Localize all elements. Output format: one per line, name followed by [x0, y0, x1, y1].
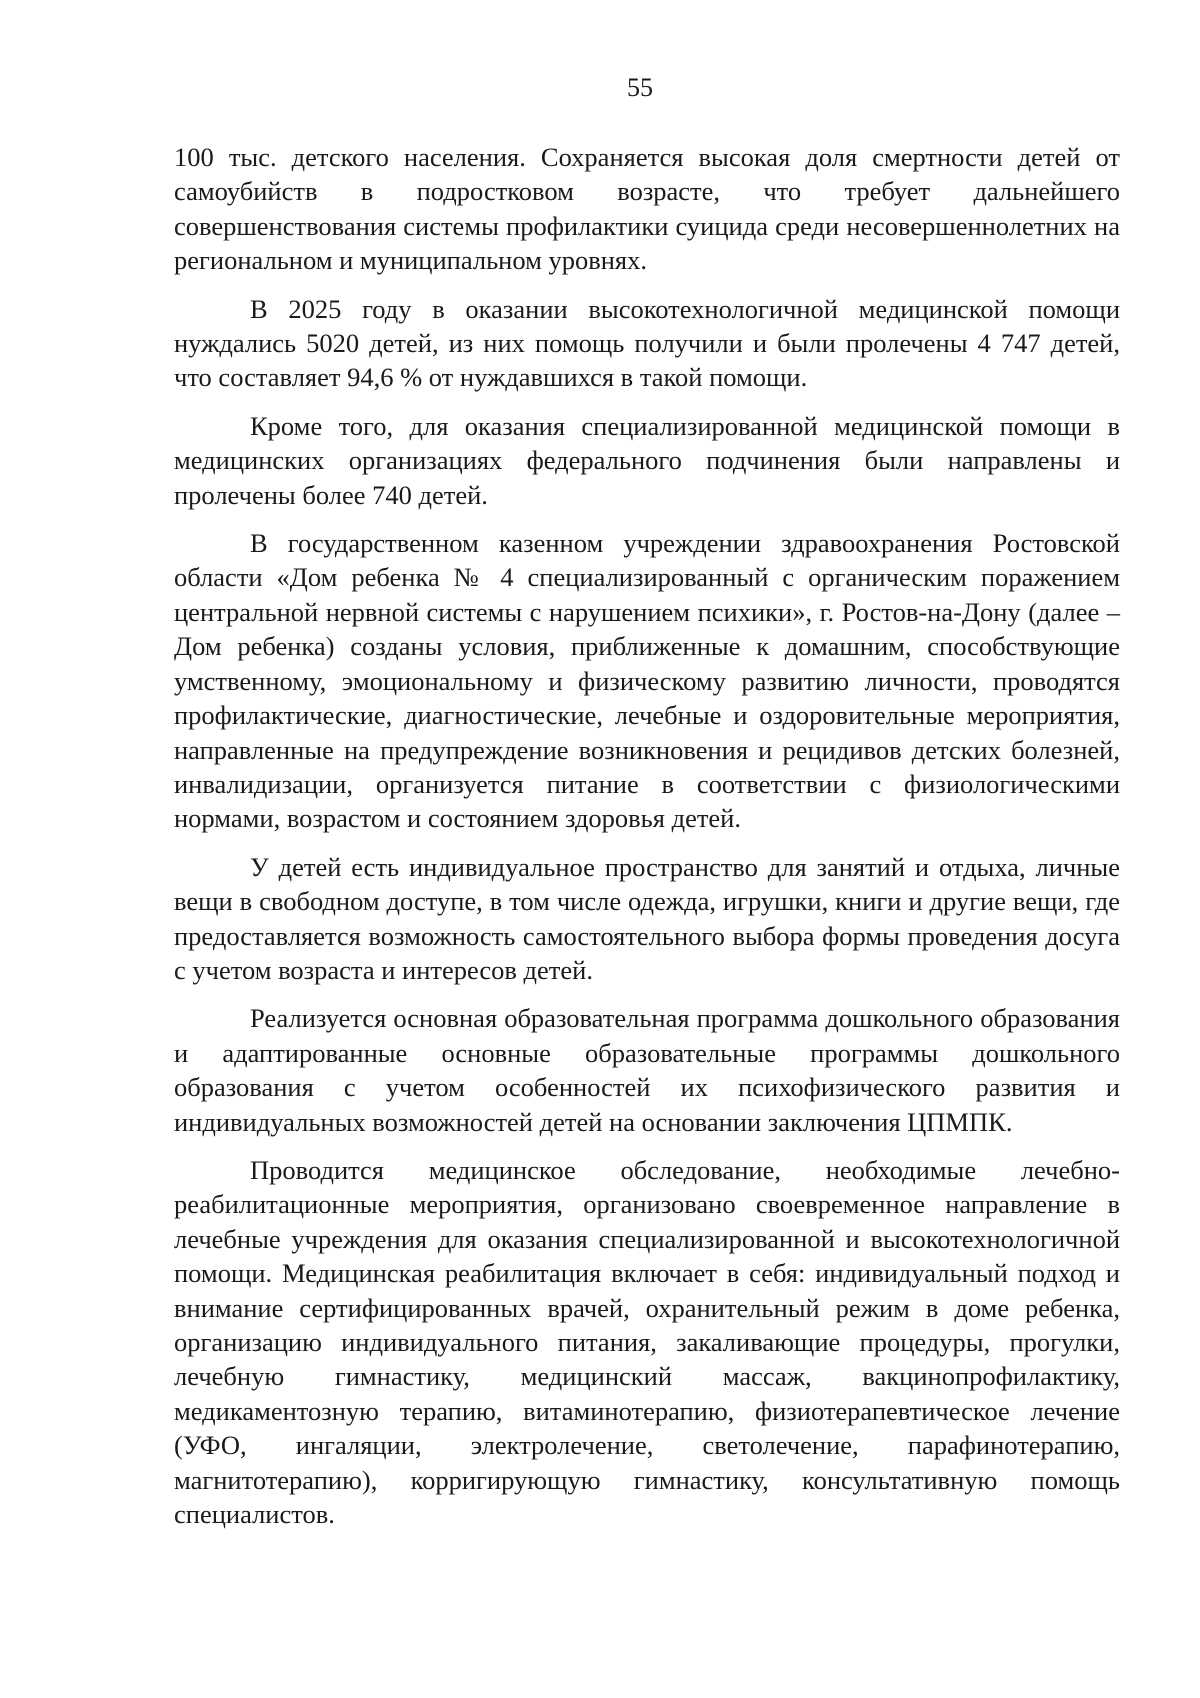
- page-number: 55: [627, 73, 653, 102]
- paragraph-personal-space: У детей есть индивидуальное пространство для занятий и отдыха, личные вещи в свободном доступе, в том числе одежда, игрушки, книги и другие вещи, где предоставляется возможность самостоятельного выбора формы проведения досуга с учетом возраста и интересов детей.: [174, 851, 1120, 985]
- paragraph-education-program: Реализуется основная образовательная программа дошкольного образования и адаптированные основные образовательные программы дошкольного образования с учетом особенностей их психофизического развития и индивидуальных возможностей детей на основании заключения ЦПМПК.: [174, 1003, 1120, 1137]
- paragraph-medical-rehabilitation: Проводится медицинское обследование, необходимые лечебно-реабилитационные мероприятия, организовано своевременное направление в лечебные учреждения для оказания специализированной и высокотехнологичной помощи. Медицинская реабилитация включает в себя: индивидуальный подход и внимание сертифицированных врачей, охранительный режим в доме ребенка, организацию индивидуального питания, закаливающие процедуры, прогулки, лечебную гимнастику, медицинский массаж, вакцинопрофилактику, медикаментозную терапию, витаминотерапию, физиотерапевтическое лечение (УФО, ингаляции, электролечение, светолечение, парафинотерапию, магнитотерапию), корригирующую гимнастику, консультативную помощь специалистов.: [174, 1154, 1120, 1530]
- document-body: [174, 140, 1120, 1545]
- paragraph-childrens-home: В государственном казенном учреждении здравоохранения Ростовской области «Дом ребенка № 4 специализированный с органическим поражением центральной нервной системы с нарушением психики», г. Ростов-на-Дону (далее – Дом ребенка) созданы условия, приближенные к домашним, способствующие умственному, эмоциональному и физическому развитию личности, проводятся профилактические, диагностические, лечебные и оздоровительные мероприятия, направленные на предупреждение возникновения и рецидивов детских болезней, инвалидизации, организуется питание в соответствии с физиологическими нормами, возрастом и состоянием здоровья детей.: [174, 528, 1120, 834]
- paragraph-federal-care: Кроме того, для оказания специализированной медицинской помощи в медицинских организациях федерального подчинения были направлены и пролечены более 740 детей.: [174, 410, 1120, 510]
- paragraph-high-tech-care: В 2025 году в оказании высокотехнологичной медицинской помощи нуждались 5020 детей, из них помощь получили и были пролечены 4 747 детей, что составляет 94,6 % от нуждавшихся в такой помощи.: [174, 293, 1120, 393]
- paragraph-continuation: 100 тыс. детского населения. Сохраняется высокая доля смертности детей от самоубийств в подростковом возрасте, что требует дальнейшего совершенствования системы профилактики суицида среди несовершеннолетних на региональном и муниципальном уровнях.: [174, 142, 1120, 276]
